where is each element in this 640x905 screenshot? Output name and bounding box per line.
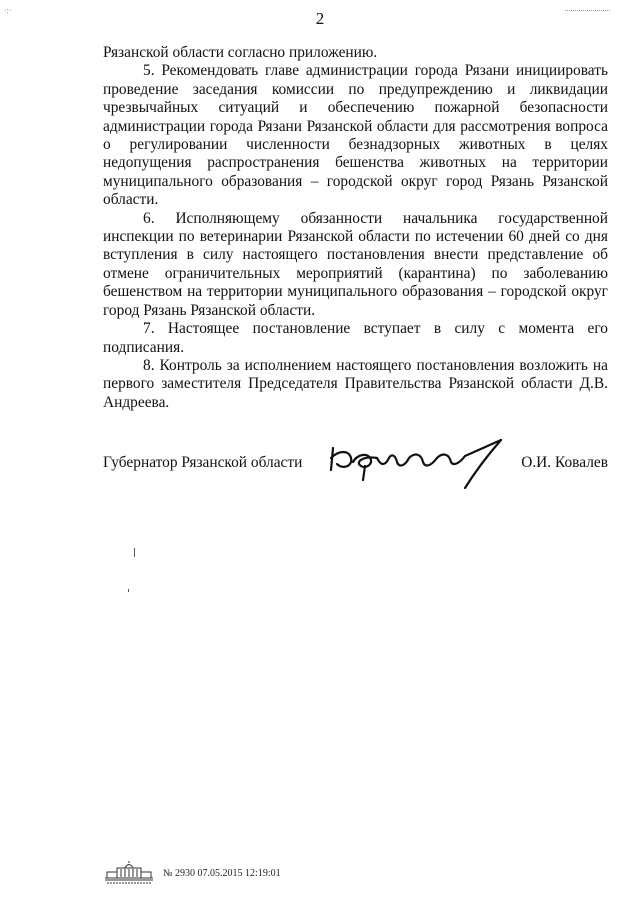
paragraph-5: 5. Рекомендовать главе администрации города Рязани инициировать проведение заседания комиссии по предупреждению и ликвидации чрезвычайных ситуаций и обеспечению пожарной безопасности администрации города Рязани Рязанской области для рассмотрения вопроса о регулировании численности безнадзорных животных в целях недопущения распространения бешенства животных на территории муниципального образования – городской округ город Рязань Рязанской области. [103, 62, 608, 209]
document-body [103, 44, 608, 412]
paragraph-8: 8. Контроль за исполнением настоящего постановления возложить на первого заместителя Председателя Правительства Рязанской области Д.В. Андреева. [103, 356, 608, 411]
handwritten-signature [325, 436, 505, 491]
paragraph-7: 7. Настоящее постановление вступает в силу с момента его подписания. [103, 320, 608, 356]
signatory-name: О.И. Ковалев [521, 454, 608, 471]
signatory-title: Губернатор Рязанской области [103, 454, 303, 471]
scan-tick-mark [134, 548, 135, 557]
signature-block [103, 436, 608, 496]
paragraph-continuation: Рязанской области согласно приложению. [103, 44, 378, 61]
registration-stamp: № 2930 07.05.2015 12:19:01 [163, 867, 281, 879]
page-number: 2 [315, 9, 325, 28]
government-building-logo-icon [103, 860, 155, 886]
footer [103, 858, 281, 888]
scan-tick-mark [128, 589, 129, 592]
paragraph-6: 6. Исполняющему обязанности начальника государственной инспекции по ветеринарии Рязанской области по истечении 60 дней со дня вступления в силу настоящего постановления внести представление об отмене ограничительных мероприятий (карантина) по заболеванию бешенством на территории муниципального образования – городской округ город Рязань Рязанской области. [103, 209, 608, 319]
scan-artifact: ·:· [4, 6, 12, 15]
